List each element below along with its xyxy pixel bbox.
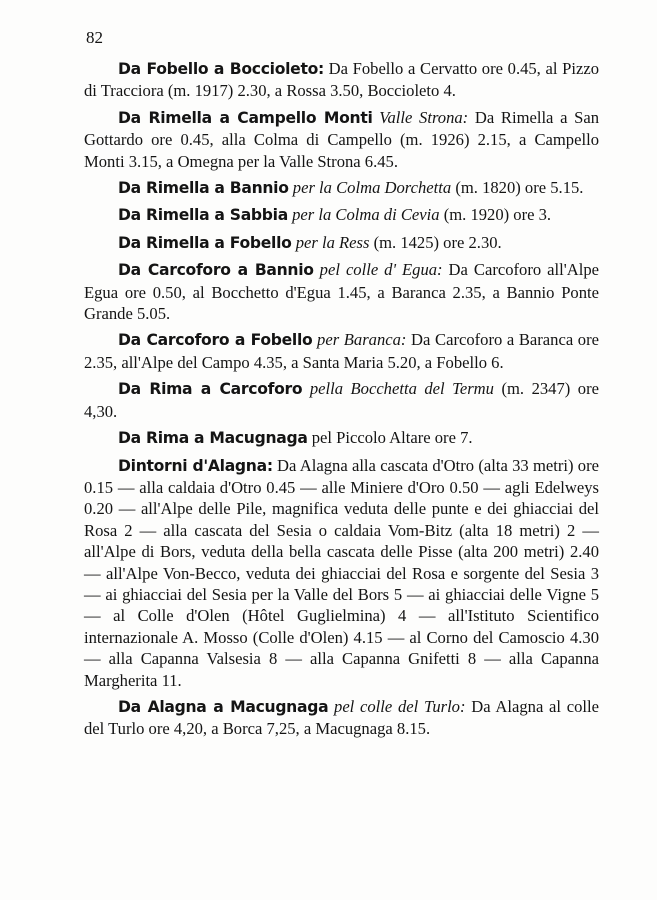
route-via: pel colle del Turlo: — [328, 696, 466, 716]
route-title: Da Rimella a Campello Monti — [118, 108, 373, 127]
route-details: Da Fobello a Cervatto ore 0.45, al Pizzo di Tracciora (m. 1917) 2.30, a Rossa 3.50, Boccioleto 4. — [84, 59, 599, 101]
route-via: pel colle d' Egua: — [313, 260, 443, 280]
route-title: Da Rima a Macugnaga — [118, 429, 308, 448]
route-title: Da Carcoforo a Fobello — [118, 331, 313, 350]
itinerary-entry — [84, 232, 599, 254]
itinerary-entry — [84, 177, 599, 199]
route-title: Da Alagna a Macugnaga — [118, 697, 329, 716]
route-details: Da Alagna alla cascata d'Otro (alta 33 metri) ore 0.15 — alla caldaia d'Otro 0.45 — alle Miniere d'Oro 0.50 — agli Edelweys 0.20 — all'Alpe delle Pile, magnifica veduta delle punte e dei ghiacciai del Rosa 2 — alla cascata del Sesia o caldaia Vom-Bitz (alta 18 metri) 2 — all'Alpe di Bors, veduta della bella cascata delle Pisse (alta 200 metri) 2.40 — all'Alpe Von-Becco, veduta dei ghiacciai del Rosa e sorgente del Sesia 3 — ai ghiacciai del Sesia per la Valle del Bors 5 — ai ghiacciai delle Vigne 5 — al Colle d'Olen (Hôtel Guglielmina) 4 — all'Istituto Scientifico internazionale A. Mosso (Colle d'Olen) 4.15 — al Corno del Camoscio 4.30 — alla Capanna Valsesia 8 — alla Capanna Gnifetti 8 — alla Capanna Margherita 11. — [84, 455, 599, 690]
route-via: Valle Strona: — [372, 107, 469, 127]
route-via: per la Colma di Cevia — [287, 205, 440, 225]
itinerary-entry — [84, 455, 599, 691]
route-via: per la Ress — [291, 232, 370, 252]
route-details: (m. 1425) ore 2.30. — [369, 232, 502, 252]
route-title: Da Rimella a Sabbia — [118, 206, 288, 225]
route-via: pella Bocchetta del Termu — [302, 379, 494, 399]
itinerary-entry — [84, 58, 599, 102]
route-via: per Baranca: — [312, 330, 407, 350]
itinerary-entry — [84, 329, 599, 373]
route-title: Da Fobello a Boccioleto: — [118, 60, 324, 78]
itinerary-entry — [84, 696, 599, 740]
itinerary-entry — [84, 204, 599, 226]
route-details: Da Rimella a San Gottardo ore 0.45, alla Colma di Campello (m. 1926) 2.15, a Campello Monti 3.15, a Omegna per la Valle Strona 6.45. — [84, 107, 600, 171]
route-title: Da Rima a Carcoforo — [118, 380, 303, 399]
page-number: 82 — [86, 28, 103, 47]
route-details: (m. 1820) ore 5.15. — [451, 178, 584, 198]
itinerary-entry — [84, 107, 599, 172]
route-title: Da Rimella a Fobello — [118, 233, 292, 252]
route-details: Da Carcoforo all'Alpe Egua ore 0.50, al Bocchetto d'Egua 1.45, a Baranca 2.35, a Bannio Ponte Grande 5.05. — [84, 260, 599, 324]
itinerary-text — [84, 58, 599, 745]
route-details: (m. 1920) ore 3. — [439, 205, 552, 225]
route-details: Da Alagna al colle del Turlo ore 4,20, a Borca 7,25, a Macugnaga 8.15. — [84, 696, 600, 739]
itinerary-entry — [84, 427, 599, 449]
itinerary-entry — [84, 378, 599, 422]
route-title: Da Carcoforo a Bannio — [118, 261, 314, 280]
route-details: Da Carcoforo a Baranca ore 2.35, all'Alpe del Campo 4.35, a Santa Maria 5.20, a Fobello 6. — [84, 330, 599, 372]
route-title: Da Rimella a Bannio — [118, 179, 289, 198]
route-via: per la Colma Dorchetta — [288, 178, 452, 198]
route-details: pel Piccolo Altare ore 7. — [307, 428, 473, 448]
route-title: Dintorni d'Alagna: — [118, 456, 273, 475]
route-details: (m. 2347) ore 4,30. — [84, 379, 599, 421]
itinerary-entry — [84, 259, 599, 324]
